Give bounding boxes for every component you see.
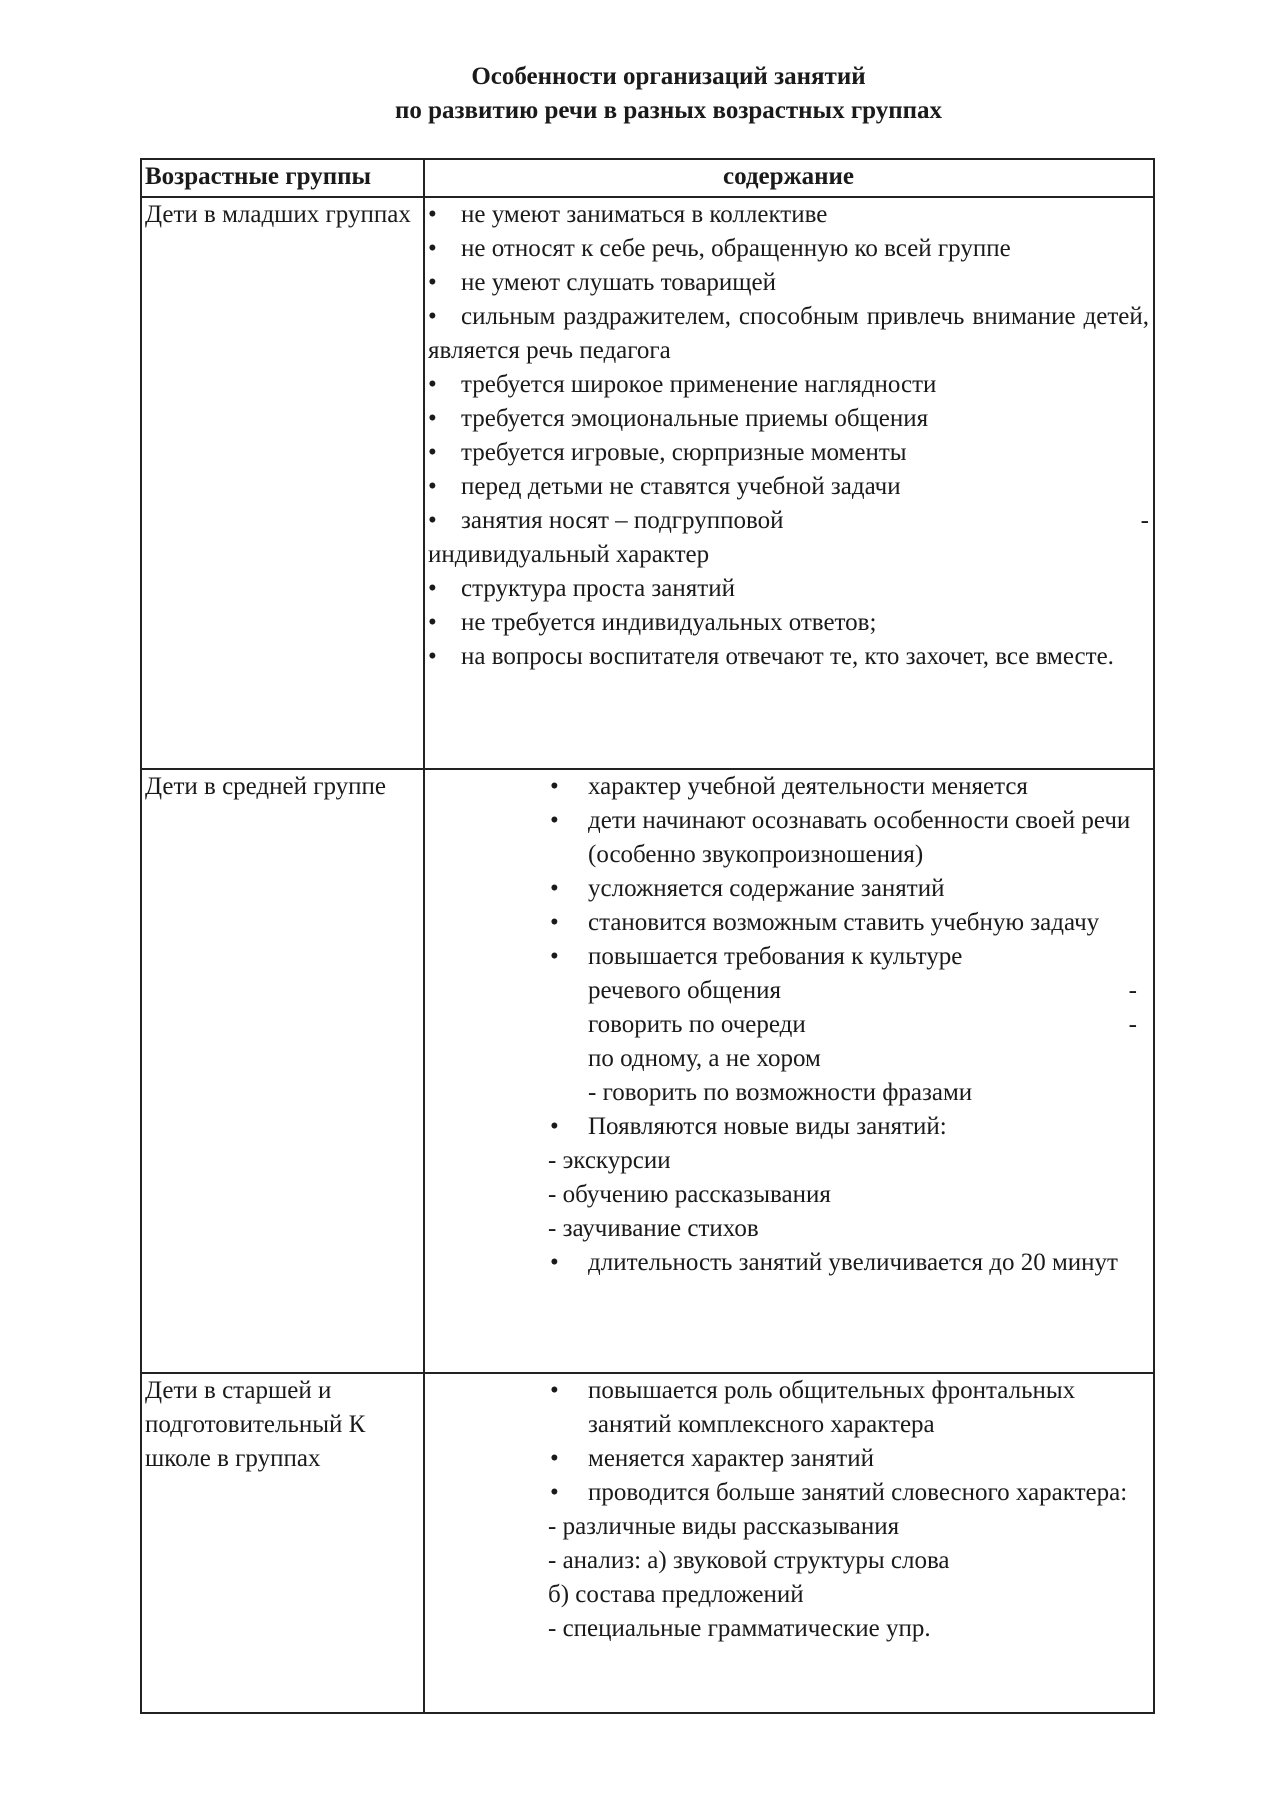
bullet-icon: • bbox=[428, 643, 437, 670]
list-item-continuation: говорить по очереди - bbox=[428, 1008, 1149, 1042]
bullet-icon: • bbox=[428, 269, 437, 296]
bullet-icon: • bbox=[428, 609, 437, 636]
list-item: • дети начинают осознавать особенности своей речи (особенно звукопроизношения) bbox=[428, 804, 1149, 872]
list-item: • повышается требования к культуре bbox=[428, 940, 1149, 974]
list-item: • Появляются новые виды занятий: bbox=[428, 1110, 1149, 1144]
bullet-icon: • bbox=[550, 807, 559, 834]
group-cell: Дети в младших группах bbox=[141, 197, 424, 769]
dash-item: - обучению рассказывания bbox=[548, 1181, 831, 1208]
content-cell bbox=[424, 197, 1154, 769]
bullet-icon: • bbox=[550, 1445, 559, 1472]
bullet-icon: • bbox=[428, 371, 437, 398]
list-item: • перед детьми не ставятся учебной задачи bbox=[428, 470, 1149, 504]
list-item: • занятия носят – подгрупповой - bbox=[428, 504, 1149, 538]
content-cell bbox=[424, 769, 1154, 1373]
list-item: • на вопросы воспитателя отвечают те, кто захочет, все вместе. bbox=[428, 640, 1149, 674]
bullet-icon: • bbox=[550, 875, 559, 902]
bullet-icon: • bbox=[550, 1479, 559, 1506]
list-item: • повышается роль общительных фронтальных занятий комплексного характера bbox=[428, 1374, 1149, 1442]
dash-item: б) состава предложений bbox=[548, 1581, 804, 1608]
list-item: • не требуется индивидуальных ответов; bbox=[428, 606, 1149, 640]
bullet-icon: • bbox=[550, 909, 559, 936]
bullet-icon: • bbox=[428, 473, 437, 500]
content-cell bbox=[424, 1373, 1154, 1713]
bullet-icon: • bbox=[428, 439, 437, 466]
list-item-continuation: - говорить по возможности фразами bbox=[588, 1079, 973, 1106]
list-item-continuation: индивидуальный характер bbox=[428, 541, 710, 568]
list-item: • не относят к себе речь, обращенную ко всей группе bbox=[428, 232, 1149, 266]
bullet-icon: • bbox=[550, 1249, 559, 1276]
dash-mark: - bbox=[1128, 977, 1137, 1004]
bullet-icon: • bbox=[428, 507, 437, 534]
list-item: • структура проста занятий bbox=[428, 572, 1149, 606]
group-cell: Дети в старшей и подготовительный К школе в группах bbox=[141, 1373, 424, 1713]
dash-item: - анализ: а) звуковой структуры слова bbox=[548, 1547, 950, 1574]
list-item: • становится возможным ставить учебную задачу bbox=[428, 906, 1149, 940]
page-title bbox=[0, 60, 1280, 128]
age-groups-table bbox=[140, 158, 1155, 1714]
bullet-icon: • bbox=[428, 235, 437, 262]
dash-item: - специальные грамматические упр. bbox=[548, 1615, 931, 1642]
header-content: содержание bbox=[424, 159, 1154, 197]
table-row bbox=[141, 197, 1154, 769]
dash-mark: - bbox=[1128, 1011, 1137, 1038]
dash-mark: - bbox=[1140, 507, 1149, 534]
table-row bbox=[141, 1373, 1154, 1713]
header-age-groups: Возрастные группы bbox=[141, 159, 424, 197]
bullet-icon: • bbox=[428, 405, 437, 432]
list-item: • проводится больше занятий словесного характера: bbox=[428, 1476, 1149, 1510]
bullet-icon: • bbox=[428, 575, 437, 602]
list-item: • не умеют слушать товарищей bbox=[428, 266, 1149, 300]
list-item: • характер учебной деятельности меняется bbox=[428, 770, 1149, 804]
list-item: • меняется характер занятий bbox=[428, 1442, 1149, 1476]
table-row bbox=[141, 769, 1154, 1373]
dash-item: - экскурсии bbox=[548, 1147, 671, 1174]
table-header-row bbox=[141, 159, 1154, 197]
dash-item: - заучивание стихов bbox=[548, 1215, 759, 1242]
bullet-icon: • bbox=[550, 1377, 559, 1404]
group-cell: Дети в средней группе bbox=[141, 769, 424, 1373]
title-line-1: Особенности организаций занятий bbox=[471, 63, 866, 90]
title-line-2: по развитию речи в разных возрастных группах bbox=[394, 97, 943, 124]
bullet-icon: • bbox=[550, 773, 559, 800]
list-item: • не умеют заниматься в коллективе bbox=[428, 198, 1149, 232]
bullet-icon: • bbox=[550, 943, 559, 970]
dash-item: - различные виды рассказывания bbox=[548, 1513, 900, 1540]
list-item: • требуется эмоциональные приемы общения bbox=[428, 402, 1149, 436]
bullet-icon: • bbox=[428, 201, 437, 228]
list-item: • требуется игровые, сюрпризные моменты bbox=[428, 436, 1149, 470]
list-item: • сильным раздражителем, способным привлечь внимание детей, является речь педагога bbox=[428, 300, 1149, 368]
list-item: • требуется широкое применение наглядности bbox=[428, 368, 1149, 402]
list-item: • длительность занятий увеличивается до 20 минут bbox=[428, 1246, 1149, 1280]
bullet-icon: • bbox=[428, 303, 437, 330]
bullet-icon: • bbox=[550, 1113, 559, 1140]
list-item-continuation: речевого общения - bbox=[428, 974, 1149, 1008]
list-item-continuation: по одному, а не хором bbox=[588, 1045, 821, 1072]
list-item: • усложняется содержание занятий bbox=[428, 872, 1149, 906]
